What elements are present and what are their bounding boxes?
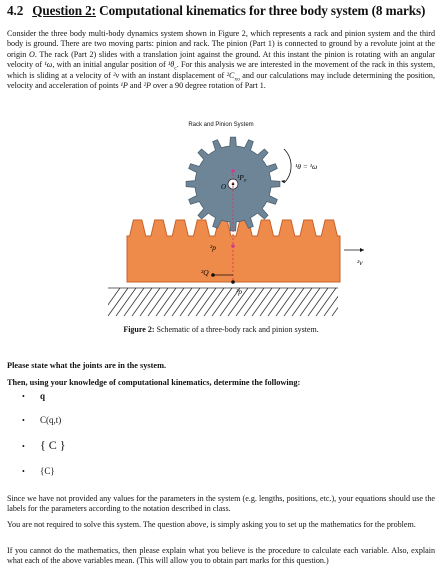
intro-text-1: Consider the three body multi-body dynamics system shown in Figure 2, which represents a rack and pinion system and the third body is ground. There are two moving parts: pinion and rack. The pinion (Part 1) is connected to ground by a revolute joint at the origin bbox=[7, 29, 435, 59]
hatch-line bbox=[260, 288, 280, 316]
hatch-line bbox=[164, 288, 184, 316]
question-title: Computational kinematics for three body system (8 marks) bbox=[99, 3, 426, 18]
point-3p-label: ³p bbox=[236, 287, 242, 296]
intro-text-2: . The rack (Part 2) slides with a translation joint against the ground. At this instant the pinion is rotating with an angular velocity of bbox=[7, 49, 436, 70]
intro-point-2p: ²P bbox=[143, 81, 151, 91]
point-2p-label: ²p bbox=[210, 243, 216, 252]
theta-label: ¹θ = ¹ω bbox=[295, 162, 318, 171]
hatch-line bbox=[140, 288, 160, 316]
hatch-line bbox=[124, 288, 144, 316]
hatch-line bbox=[108, 288, 128, 316]
hatch-line bbox=[308, 288, 328, 316]
figure-caption bbox=[0, 325, 442, 334]
bullet-q: q bbox=[40, 391, 46, 401]
hatch-line bbox=[172, 288, 192, 316]
point-2p-marker bbox=[231, 244, 235, 248]
intro-displacement-sub: xo bbox=[234, 76, 240, 83]
intro-theta: ¹θ bbox=[167, 60, 175, 70]
bullet-dot-2: • bbox=[22, 416, 25, 425]
hatch-line bbox=[244, 288, 264, 316]
caption-label: Figure 2: bbox=[123, 325, 155, 334]
hatch-line bbox=[316, 288, 336, 316]
intro-displacement: ²C bbox=[226, 70, 235, 80]
hatch-line bbox=[204, 288, 224, 316]
intro-text-6: and our calculations may include determining the position, velocity and acceleration of points bbox=[7, 70, 435, 91]
intro-text-8: over a 90 degree rotation of Part 1. bbox=[150, 81, 266, 91]
point-1p0-marker bbox=[231, 169, 235, 173]
hatch-line bbox=[340, 288, 360, 316]
hatch-line bbox=[116, 288, 136, 316]
paragraph-not-required: You are not required to solve this system. The question above, is simply asking you to set up the mathematics for the problem. bbox=[7, 520, 416, 529]
hatch-line bbox=[332, 288, 352, 316]
hatch-line bbox=[196, 288, 216, 316]
section-number: 4.2 bbox=[7, 3, 24, 18]
bullet-dot-3: • bbox=[22, 442, 25, 451]
hatch-line bbox=[148, 288, 168, 316]
bullet-constraint-velocity: { C } bbox=[40, 438, 66, 452]
hatch-line bbox=[324, 288, 344, 316]
intro-velocity: ²v bbox=[113, 70, 120, 80]
intro-origin: O bbox=[28, 49, 35, 59]
hatch-line bbox=[292, 288, 312, 316]
intro-text-7: and bbox=[127, 81, 144, 91]
point-2q-label: ²Q bbox=[201, 268, 209, 277]
intro-point-1p: ¹P bbox=[120, 81, 128, 91]
bullet-constraint-vector: C(q,t) bbox=[40, 415, 62, 425]
ground-hatching bbox=[100, 288, 368, 316]
bullet-constraint-acceleration: {C} bbox=[40, 466, 55, 476]
question-label: Question 2: bbox=[32, 3, 96, 18]
origin-label: O bbox=[221, 183, 227, 191]
hatch-line bbox=[300, 288, 320, 316]
point-3p-marker bbox=[231, 280, 235, 284]
point-1p0-label: $^1P_o$ bbox=[237, 173, 247, 184]
figure-title: Rack and Pinion System bbox=[188, 122, 254, 128]
paragraph-procedure: If you cannot do the mathematics, then please explain what you believe is the procedure to calculate each variable. Also, explain what each of the above variables mean. (This will allow you to obtain part marks for this question.) bbox=[7, 546, 435, 566]
intro-text-3: , with an initial angular position of bbox=[52, 60, 168, 70]
hatch-line bbox=[252, 288, 272, 316]
paragraph-parameters: Since we have not provided any values for the parameters in the system (e.g. lengths, positions, etc.), your equations should use the labels for the parameters according to the notation described in class. bbox=[7, 494, 435, 514]
prompt-joints: Please state what the joints are in the system. bbox=[7, 361, 167, 370]
hatch-line bbox=[156, 288, 176, 316]
hatch-line bbox=[180, 288, 200, 316]
intro-theta-sub: c bbox=[174, 65, 177, 72]
hatch-line bbox=[348, 288, 368, 316]
velocity-label: ²v bbox=[357, 258, 363, 267]
hatch-line bbox=[132, 288, 152, 316]
caption-text: Schematic of a three-body rack and pinion system. bbox=[154, 325, 319, 334]
intro-text-4: . For this analysis we are interested in the movement of the rack in this system, which is sliding at a velocity of bbox=[7, 60, 435, 80]
hatch-line bbox=[284, 288, 304, 316]
hatch-line bbox=[276, 288, 296, 316]
hatch-line bbox=[188, 288, 208, 316]
intro-text-5: with an instant displacement of bbox=[119, 70, 227, 80]
bullet-dot-1: • bbox=[22, 392, 25, 401]
hatch-line bbox=[268, 288, 288, 316]
hatch-line bbox=[100, 288, 120, 316]
intro-omega: ¹ω bbox=[44, 60, 53, 70]
hatch-line bbox=[212, 288, 232, 316]
bullet-dot-4: • bbox=[22, 467, 25, 476]
prompt-determine: Then, using your knowledge of computational kinematics, determine the following: bbox=[7, 378, 301, 387]
angular-velocity-arrow-icon bbox=[284, 149, 291, 183]
